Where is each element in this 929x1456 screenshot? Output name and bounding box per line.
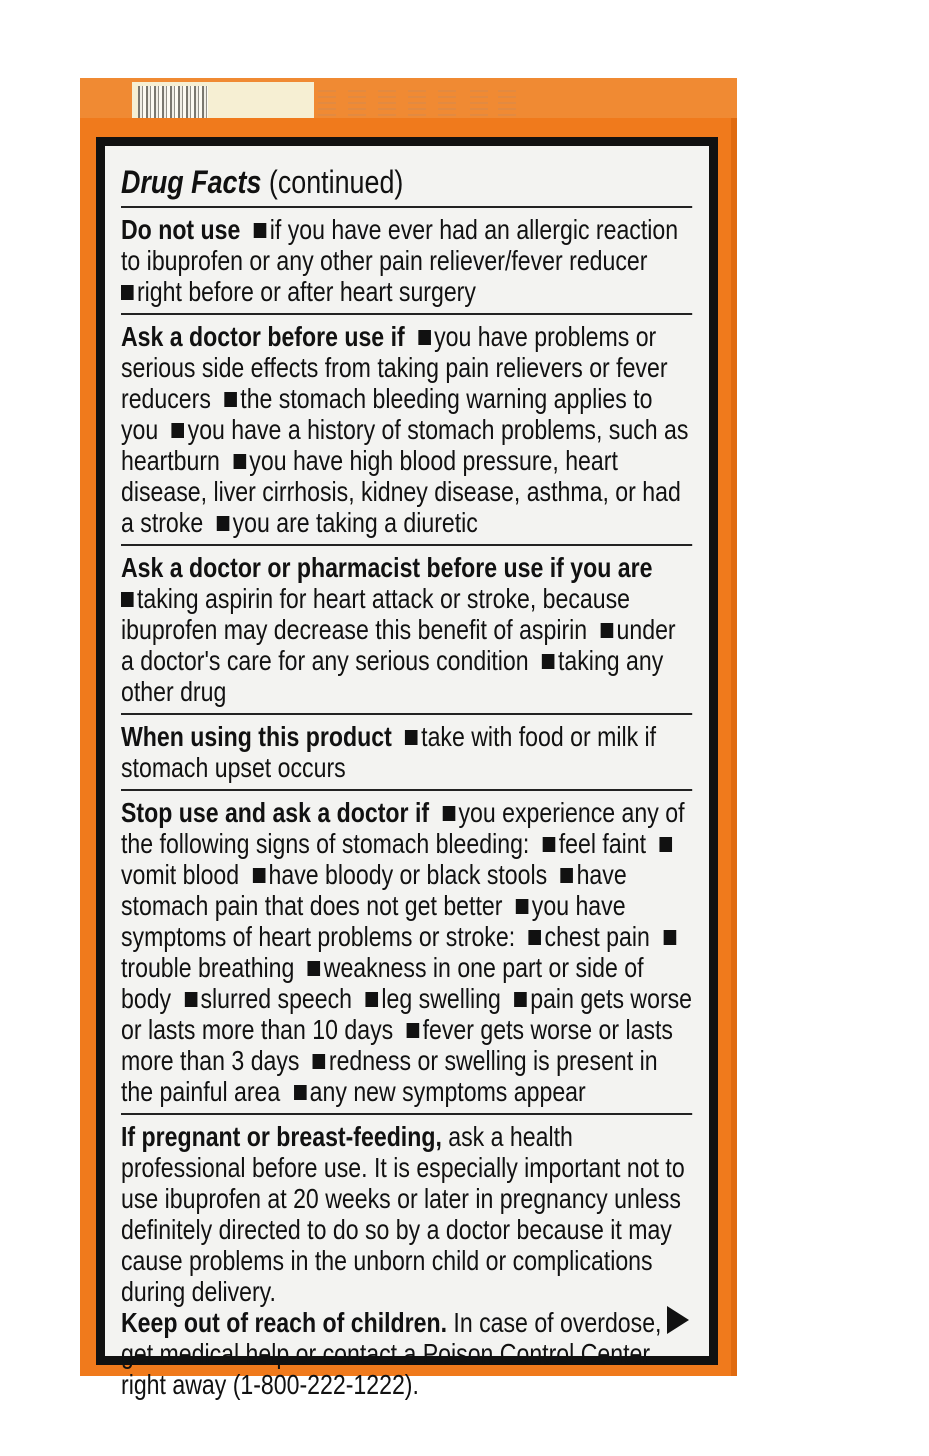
square-bullet-icon <box>543 837 556 852</box>
section-pregnancy-and-children <box>121 1113 692 1406</box>
list-item: slurred speech <box>200 983 353 1014</box>
barcode-graphic <box>138 86 208 118</box>
list-item: any new symptoms appear <box>309 1076 586 1107</box>
faint-print <box>470 86 488 122</box>
list-item: you experience any of the following signs of stomach bleeding: <box>121 797 685 859</box>
square-bullet-icon <box>443 806 456 821</box>
square-bullet-icon <box>663 930 676 945</box>
list-item: you are taking a diuretic <box>232 507 478 538</box>
list-item: under a doctor's care for any serious condition <box>121 614 676 676</box>
faint-print <box>498 86 516 122</box>
square-bullet-icon <box>308 961 321 976</box>
list-item: feel faint <box>558 828 647 859</box>
section-ask-doctor <box>121 313 692 544</box>
square-bullet-icon <box>542 654 555 669</box>
list-item: chest pain <box>544 921 650 952</box>
list-item: vomit blood <box>121 859 240 890</box>
square-bullet-icon <box>121 592 134 607</box>
square-bullet-icon <box>418 330 431 345</box>
section-when-using <box>121 713 692 789</box>
square-bullet-icon <box>516 899 529 914</box>
list-item: have bloody or black stools <box>268 859 548 890</box>
drug-facts-panel-inner <box>105 146 709 1400</box>
square-bullet-icon <box>217 516 230 531</box>
square-bullet-icon <box>529 930 542 945</box>
drug-facts-title <box>121 164 692 200</box>
square-bullet-icon <box>601 623 614 638</box>
pregnancy-text: ask a health professional before use. It is especially important not to use ibuprofen at 20 weeks or later in pregnancy unless definitely directed to do so by a doctor because it may cause problems in the unborn child or complications during delivery. <box>121 1121 685 1307</box>
list-item: taking aspirin for heart attack or stroke, because ibuprofen may decrease this benefit of aspirin <box>121 583 631 645</box>
square-bullet-icon <box>407 1023 420 1038</box>
section-heading: When using this product <box>121 721 392 752</box>
list-item: you have high blood pressure, heart disease, liver cirrhosis, kidney disease, asthma, or had a stroke <box>121 445 681 538</box>
section-heading: If pregnant or breast-feeding, <box>121 1121 442 1152</box>
title-rest: (continued) <box>261 164 404 200</box>
square-bullet-icon <box>561 868 574 883</box>
list-item: weakness in one part or side of body <box>121 952 644 1014</box>
square-bullet-icon <box>224 392 237 407</box>
section-heading: Stop use and ask a doctor if <box>121 797 430 828</box>
section-stop-use <box>121 789 692 1113</box>
square-bullet-icon <box>660 837 673 852</box>
square-bullet-icon <box>313 1054 326 1069</box>
list-item: you have symptoms of heart problems or stroke: <box>121 890 626 952</box>
list-item: if you have ever had an allergic reaction to ibuprofen or any other pain reliever/fever reducer <box>121 214 679 276</box>
right-triangle-arrow-icon <box>667 1306 689 1334</box>
faint-print <box>348 86 366 122</box>
square-bullet-icon <box>253 868 266 883</box>
square-bullet-icon <box>185 992 198 1007</box>
list-item: you have a history of stomach problems, such as heartburn <box>121 414 689 476</box>
list-item: leg swelling <box>381 983 501 1014</box>
square-bullet-icon <box>294 1085 307 1100</box>
title-bold: Drug Facts <box>121 164 262 200</box>
list-item: you have problems or serious side effects from taking pain relievers or fever reducers <box>121 321 668 414</box>
square-bullet-icon <box>172 423 185 438</box>
section-do-not-use <box>121 206 692 313</box>
square-bullet-icon <box>121 285 134 300</box>
drug-facts-content <box>121 164 692 1406</box>
square-bullet-icon <box>405 730 418 745</box>
section-heading: Keep out of reach of children. <box>121 1307 448 1338</box>
list-item: taking any other drug <box>121 645 664 707</box>
list-item: fever gets worse or lasts more than 3 days <box>121 1014 673 1076</box>
square-bullet-icon <box>514 992 527 1007</box>
faint-print <box>408 86 426 122</box>
list-item: trouble breathing <box>121 952 295 983</box>
list-item: right before or after heart surgery <box>136 276 476 307</box>
keep-out-text: In case of overdose, get medical help or contact a Poison Control Center right away (1-800-222-1222). <box>121 1307 662 1400</box>
square-bullet-icon <box>254 223 267 238</box>
square-bullet-icon <box>365 992 378 1007</box>
faint-print <box>378 86 396 122</box>
list-item: take with food or milk if stomach upset occurs <box>121 721 657 783</box>
faint-print <box>318 86 336 122</box>
list-item: pain gets worse or lasts more than 10 days <box>121 983 693 1045</box>
list-item: the stomach bleeding warning applies to you <box>121 383 653 445</box>
square-bullet-icon <box>233 454 246 469</box>
section-heading: Do not use <box>121 214 241 245</box>
faint-print <box>438 86 456 122</box>
section-ask-pharmacist <box>121 544 692 713</box>
list-item: have stomach pain that does not get better <box>121 859 627 921</box>
list-item: redness or swelling is present in the painful area <box>121 1045 658 1107</box>
section-heading: Ask a doctor or pharmacist before use if you are <box>121 552 653 583</box>
drug-facts-panel <box>96 137 718 1400</box>
section-heading: Ask a doctor before use if <box>121 321 405 352</box>
